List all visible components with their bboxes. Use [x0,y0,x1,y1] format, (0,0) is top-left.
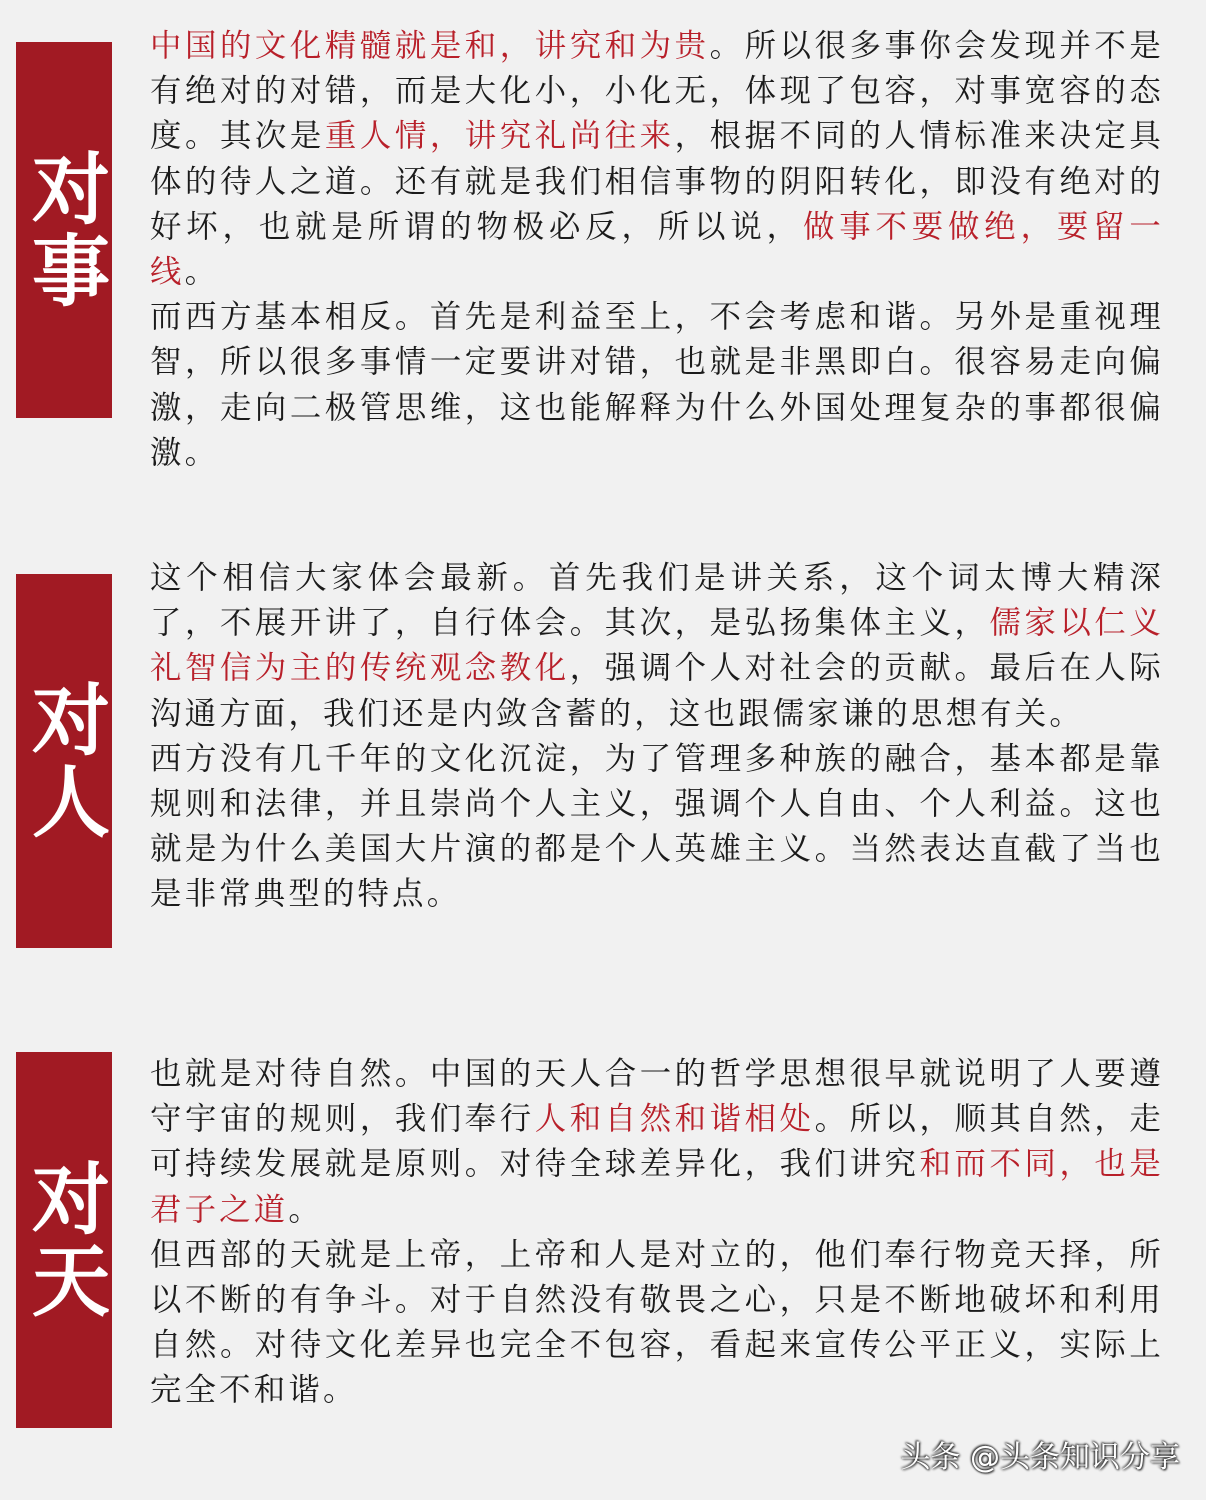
body-text: 也就是对待自然。中国的天人合一的哲学思想很早就说明了人要遵守宇宙的规则，我们奉行 [150,1056,1164,1138]
section-text [150,556,1164,918]
highlight-text: 做事不要做绝，要留一线 [150,208,1164,291]
body-text: ，强调个人对社会的贡献。最后在人际沟通方面，我们还是内敛含蓄的，这也跟儒家谦的思想有关。 [150,650,1164,732]
highlight-text: 重人情，讲究礼尚往来 [324,118,675,155]
paragraph [150,295,1164,476]
paragraph [150,737,1164,918]
paragraph [150,556,1164,737]
section-text [150,1052,1164,1414]
highlight-text: 和而不同，也是君子之道 [150,1146,1164,1228]
section-label: 对事 [19,148,109,312]
body-text: 。所以很多事你会发现并不是有绝对的对错，而是大化小，小化无，体现了包容，对事宽容的态度。其次是 [150,28,1164,155]
body-text: 西方没有几千年的文化沉淀，为了管理多种族的融合，基本都是靠规则和法律，并且崇尚个人主义，强调个人自由、个人利益。这也就是为什么美国大片演的都是个人英雄主义。当然表达直截了当也是非常典型的特点。 [150,740,1164,913]
paragraph [150,1233,1164,1414]
paragraph [150,24,1164,295]
highlight-text: 儒家以仁义礼智信为主的传统观念教化 [150,605,1164,687]
highlight-text: 中国的文化精髓就是和，讲究和为贵 [150,28,710,64]
section-label: 对天 [19,1158,109,1322]
paragraph [150,1052,1164,1233]
body-text: 。所以，顺其自然，走可持续发展就是原则。对待全球差异化，我们讲究 [150,1101,1164,1183]
body-text: 。 [288,1191,323,1228]
section-text [150,24,1164,476]
section-label-box [16,574,112,948]
body-text: 而西方基本相反。首先是利益至上，不会考虑和谐。另外是重视理智，所以很多事情一定要讲对错，也就是非黑即白。很容易走向偏激，走向二极管思维，这也能解释为什么外国处理复杂的事都很偏激。 [150,299,1164,471]
watermark: 头条 @头条知识分享 [900,1440,1180,1475]
body-text: ，根据不同的人情标准来决定具体的待人之道。还有就是我们相信事物的阴阳转化，即没有绝对的好坏，也就是所谓的物极必反，所以说， [150,118,1164,245]
section-label-box [16,42,112,418]
highlight-text: 人和自然和谐相处 [534,1101,815,1138]
section-label: 对人 [19,679,109,843]
body-text: 。 [184,254,220,291]
body-text: 但西部的天就是上帝，上帝和人是对立的，他们奉行物竞天择，所以不断的有争斗。对于自然没有敬畏之心，只是不断地破坏和利用自然。对待文化差异也完全不包容，看起来宣传公平正义，实际上完全不和谐。 [150,1236,1164,1409]
body-text: 这个相信大家体会最新。首先我们是讲关系，这个词太博大精深了，不展开讲了，自行体会。其次，是弘扬集体主义， [150,560,1164,642]
section-label-box [16,1052,112,1428]
